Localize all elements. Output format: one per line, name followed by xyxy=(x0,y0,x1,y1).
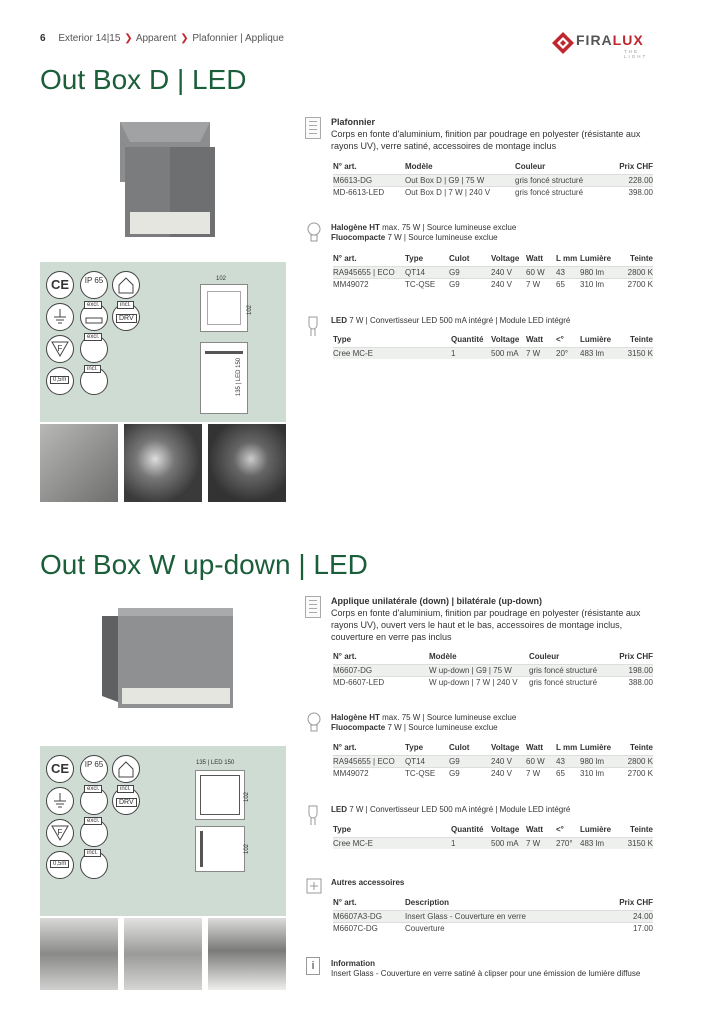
house-icon xyxy=(112,755,140,783)
product-title: Out Box W up-down | LED xyxy=(40,549,368,580)
column-header: Type xyxy=(333,825,352,834)
cell: 7 W xyxy=(526,838,556,850)
cell: MM49072 xyxy=(333,768,405,780)
led-icon xyxy=(306,804,320,831)
column-header: <° xyxy=(556,825,564,834)
crumb-2: Apparent xyxy=(135,33,177,44)
cell: G9 xyxy=(449,756,491,768)
cell: 483 lm xyxy=(580,838,620,850)
side-view-drawing xyxy=(195,826,245,872)
cell: 500 mA xyxy=(491,838,526,850)
top-view-drawing xyxy=(200,284,248,332)
cell: 2800 K xyxy=(620,267,653,279)
ip-rating: IP 65 xyxy=(84,760,104,769)
column-header: Prix CHF xyxy=(619,898,653,907)
lamp-note xyxy=(331,713,516,733)
cell: 3150 K xyxy=(620,348,653,360)
table-row xyxy=(333,911,653,923)
f-mark-icon xyxy=(46,819,74,847)
incl-label: incl. xyxy=(84,365,101,373)
lamp-note-label: Fluocompacte xyxy=(331,233,386,242)
description xyxy=(331,595,661,643)
cell: W up-down | G9 | 75 W xyxy=(429,665,529,677)
cell: RA945655 | ECO xyxy=(333,267,405,279)
column-header: N° art. xyxy=(333,254,357,263)
cable-length: 0,5m xyxy=(50,860,69,868)
cell: MD-6613-LED xyxy=(333,187,405,199)
dimension-height: 102 xyxy=(247,304,254,316)
firalux-logo xyxy=(552,30,662,60)
incl-label: incl. xyxy=(84,849,101,857)
drv-label: DRV xyxy=(116,314,137,323)
cell: 980 lm xyxy=(580,756,620,768)
cell: gris foncé structuré xyxy=(515,175,607,187)
cell: 7 W xyxy=(526,279,556,291)
column-header: Prix CHF xyxy=(619,652,653,661)
lamp-note-label: Halogène HT xyxy=(331,223,380,232)
drv-label: DRV xyxy=(116,798,137,807)
led-note-label: LED xyxy=(331,316,347,325)
column-header: N° art. xyxy=(333,652,357,661)
ground-icon xyxy=(46,787,74,815)
lamp-note xyxy=(331,223,516,243)
cell: 240 V xyxy=(491,279,526,291)
product-image xyxy=(100,604,240,714)
table-row xyxy=(333,677,653,689)
led-note-text: 7 W | Convertisseur LED 500 mA intégré | Module LED intégré xyxy=(347,805,571,814)
cell: 65 xyxy=(556,768,580,780)
table-row xyxy=(333,665,653,677)
table-row xyxy=(333,923,653,935)
f-mark-icon xyxy=(46,335,74,363)
excl-label: excl. xyxy=(84,301,102,309)
excl-label: excl. xyxy=(84,817,102,825)
cell: RA945655 | ECO xyxy=(333,756,405,768)
column-header: Culot xyxy=(449,254,470,263)
cell: 310 lm xyxy=(580,279,620,291)
dimension-height: 102 xyxy=(244,791,251,803)
cell: Out Box D | G9 | 75 W xyxy=(405,175,515,187)
table-row xyxy=(333,175,653,187)
information-text: Insert Glass - Couverture en verre satiné à clipser pour une émission de lumière diffuse xyxy=(331,969,641,978)
column-header: Lumière xyxy=(580,254,612,263)
lamps-table xyxy=(333,254,653,290)
chevron-right-icon: ❯ xyxy=(124,33,133,44)
cell: TC-QSE xyxy=(405,279,449,291)
cell: gris foncé structuré xyxy=(529,677,612,689)
logo-mark-icon xyxy=(552,32,574,54)
cell: G9 xyxy=(449,279,491,291)
dimension-width: 102 xyxy=(216,276,227,282)
cell: 500 mA xyxy=(491,348,526,360)
detail-photo-1 xyxy=(40,424,118,502)
cell: 43 xyxy=(556,267,580,279)
column-header: Voltage xyxy=(491,825,520,834)
cell: 398.00 xyxy=(607,187,653,199)
led-table xyxy=(333,825,653,849)
incl-label: incl. xyxy=(117,785,134,793)
column-header: Teinte xyxy=(630,335,653,344)
detail-photo-3 xyxy=(208,918,286,990)
cell: M6613-DG xyxy=(333,175,405,187)
lamp-note-label: Fluocompacte xyxy=(331,723,386,732)
led-note xyxy=(331,805,570,815)
cell: QT14 xyxy=(405,267,449,279)
cell: 240 V xyxy=(491,756,526,768)
cell: 240 V xyxy=(491,267,526,279)
cell: 198.00 xyxy=(612,665,653,677)
ground-icon xyxy=(46,303,74,331)
cell: 270° xyxy=(556,838,580,850)
detail-photo-2 xyxy=(124,918,202,990)
column-header: Culot xyxy=(449,743,470,752)
cable-length: 0,5m xyxy=(50,376,69,384)
column-header: Teinte xyxy=(630,825,653,834)
accessories-table xyxy=(333,898,653,934)
cell: TC-QSE xyxy=(405,768,449,780)
crumb-3: Plafonnier | Applique xyxy=(192,33,284,44)
specs-panel xyxy=(40,262,286,422)
cell: Cree MC-E xyxy=(333,838,451,850)
cell: 2700 K xyxy=(620,768,653,780)
info-icon: i xyxy=(306,957,320,975)
column-header: Type xyxy=(405,743,424,752)
cell: G9 xyxy=(449,768,491,780)
models-table xyxy=(333,162,653,198)
incl-label: incl. xyxy=(117,301,134,309)
cell: 60 W xyxy=(526,756,556,768)
cell: gris foncé structuré xyxy=(515,187,607,199)
column-header: Quantité xyxy=(451,825,484,834)
ip-rating-icon xyxy=(80,755,108,783)
column-header: Lumière xyxy=(580,335,612,344)
f-mark-text: F xyxy=(57,828,63,837)
house-icon xyxy=(112,271,140,299)
cell: M6607C-DG xyxy=(333,923,405,935)
f-mark-text: F xyxy=(57,344,63,353)
column-header: Voltage xyxy=(491,743,520,752)
detail-photo-2 xyxy=(124,424,202,502)
column-header: Modèle xyxy=(405,162,433,171)
column-header: Couleur xyxy=(529,652,560,661)
accessories-title xyxy=(331,878,404,888)
cell: G9 xyxy=(449,267,491,279)
lamps-table xyxy=(333,743,653,779)
specs-panel xyxy=(40,746,286,916)
document-icon xyxy=(305,117,321,139)
cell: Insert Glass - Couverture en verre xyxy=(405,911,599,923)
dimension-depth: 102 xyxy=(244,843,251,855)
cell: 60 W xyxy=(526,267,556,279)
product-image xyxy=(100,112,240,242)
column-header: Lumière xyxy=(580,743,612,752)
cell: 1 xyxy=(451,348,491,360)
cell: Cree MC-E xyxy=(333,348,451,360)
ip-rating: IP 65 xyxy=(84,276,104,285)
ce-icon: CE xyxy=(46,271,74,299)
column-header: N° art. xyxy=(333,743,357,752)
cell: 2800 K xyxy=(620,756,653,768)
cell: 310 lm xyxy=(580,768,620,780)
table-row xyxy=(333,279,653,291)
column-header: Quantité xyxy=(451,335,484,344)
column-header: Description xyxy=(405,898,450,907)
lamp-note-text: max. 75 W | Source lumineuse exclue xyxy=(379,223,517,232)
document-icon xyxy=(305,596,321,618)
ip-rating-icon xyxy=(80,271,108,299)
lamp-note-text: max. 75 W | Source lumineuse exclue xyxy=(379,713,517,722)
cell: 228.00 xyxy=(607,175,653,187)
table-row xyxy=(333,348,653,360)
cell: 483 lm xyxy=(580,348,620,360)
accessory-icon xyxy=(306,875,324,900)
cell: 43 xyxy=(556,756,580,768)
logo-text-1: FIRA xyxy=(576,32,613,48)
breadcrumb xyxy=(40,33,284,44)
column-header: Watt xyxy=(526,254,544,263)
cell: 2700 K xyxy=(620,279,653,291)
column-header: Teinte xyxy=(630,254,653,263)
column-header: N° art. xyxy=(333,898,357,907)
column-header: <° xyxy=(556,335,564,344)
cell: 7 W xyxy=(526,348,556,360)
excl-label: excl. xyxy=(84,785,102,793)
column-header: L mm xyxy=(556,254,578,263)
excl-label: excl. xyxy=(84,333,102,341)
table-row xyxy=(333,267,653,279)
detail-photo-1 xyxy=(40,918,118,990)
column-header: Watt xyxy=(526,335,544,344)
lamp-note-text: 7 W | Source lumineuse exclue xyxy=(385,233,498,242)
information-title: Information xyxy=(331,959,375,968)
description xyxy=(331,116,661,152)
information xyxy=(331,959,640,979)
column-header: Couleur xyxy=(515,162,546,171)
column-header: Watt xyxy=(526,743,544,752)
cell: gris foncé structuré xyxy=(529,665,612,677)
lamp-note-text: 7 W | Source lumineuse exclue xyxy=(385,723,498,732)
cell: 3150 K xyxy=(620,838,653,850)
column-header: Prix CHF xyxy=(619,162,653,171)
cell: QT14 xyxy=(405,756,449,768)
cell: 24.00 xyxy=(599,911,653,923)
column-header: Modèle xyxy=(429,652,457,661)
led-note-text: 7 W | Convertisseur LED 500 mA intégré | Module LED intégré xyxy=(347,316,571,325)
cell: 17.00 xyxy=(599,923,653,935)
led-note xyxy=(331,316,570,326)
page-number: 6 xyxy=(40,33,46,44)
table-row xyxy=(333,768,653,780)
cell: M6607A3-DG xyxy=(333,911,405,923)
column-header: Teinte xyxy=(630,743,653,752)
cell: 65 xyxy=(556,279,580,291)
column-header: Type xyxy=(333,335,352,344)
column-header: Watt xyxy=(526,825,544,834)
cell: MD-6607-LED xyxy=(333,677,429,689)
top-view-drawing xyxy=(195,770,245,820)
led-note-label: LED xyxy=(331,805,347,814)
description-text: Corps en fonte d'aluminium, finition par poudrage en polyester (résistante aux rayons UV), ouvert vers le haut et le bas, accessoires de montage inclus, couverture en verre pas inclus xyxy=(331,608,641,642)
crumb-1: Exterior 14|15 xyxy=(58,33,121,44)
cell: 20° xyxy=(556,348,580,360)
cell: 1 xyxy=(451,838,491,850)
description-text: Corps en fonte d'aluminium, finition par poudrage en polyester (résistante aux rayons UV), verre satiné, accessoires de montage inclus xyxy=(331,129,641,151)
led-icon xyxy=(306,315,320,342)
accessories-title-text: Autres accessoires xyxy=(331,878,405,887)
lightbulb-icon xyxy=(306,712,322,739)
table-row xyxy=(333,756,653,768)
cell: Out Box D | 7 W | 240 V xyxy=(405,187,515,199)
cell: M6607-DG xyxy=(333,665,429,677)
cell: 7 W xyxy=(526,768,556,780)
product-title: Out Box D | LED xyxy=(40,64,247,95)
detail-photo-3 xyxy=(208,424,286,502)
cell: 980 lm xyxy=(580,267,620,279)
cell: W up-down | 7 W | 240 V xyxy=(429,677,529,689)
column-header: L mm xyxy=(556,743,578,752)
column-header: Voltage xyxy=(491,335,520,344)
column-header: N° art. xyxy=(333,162,357,171)
dimension-width: 135 | LED 150 xyxy=(196,760,235,766)
cell: Couverture xyxy=(405,923,599,935)
cell: 240 V xyxy=(491,768,526,780)
cell: 388.00 xyxy=(612,677,653,689)
cell: MM49072 xyxy=(333,279,405,291)
led-table xyxy=(333,335,653,359)
description-title: Plafonnier xyxy=(331,117,376,127)
lamp-note-label: Halogène HT xyxy=(331,713,380,722)
lightbulb-icon xyxy=(306,222,322,249)
column-header: Lumière xyxy=(580,825,612,834)
ce-icon: CE xyxy=(46,755,74,783)
dimension-height-led: 135 | LED 150 xyxy=(236,357,243,397)
column-header: Type xyxy=(405,254,424,263)
table-row xyxy=(333,838,653,850)
description-title: Applique unilatérale (down) | bilatérale (up-down) xyxy=(331,596,543,606)
models-table xyxy=(333,652,653,688)
logo-tagline: THE LIGHT xyxy=(624,49,648,59)
column-header: Voltage xyxy=(491,254,520,263)
logo-text-2: LUX xyxy=(612,32,644,48)
table-row xyxy=(333,187,653,199)
chevron-right-icon: ❯ xyxy=(180,33,189,44)
